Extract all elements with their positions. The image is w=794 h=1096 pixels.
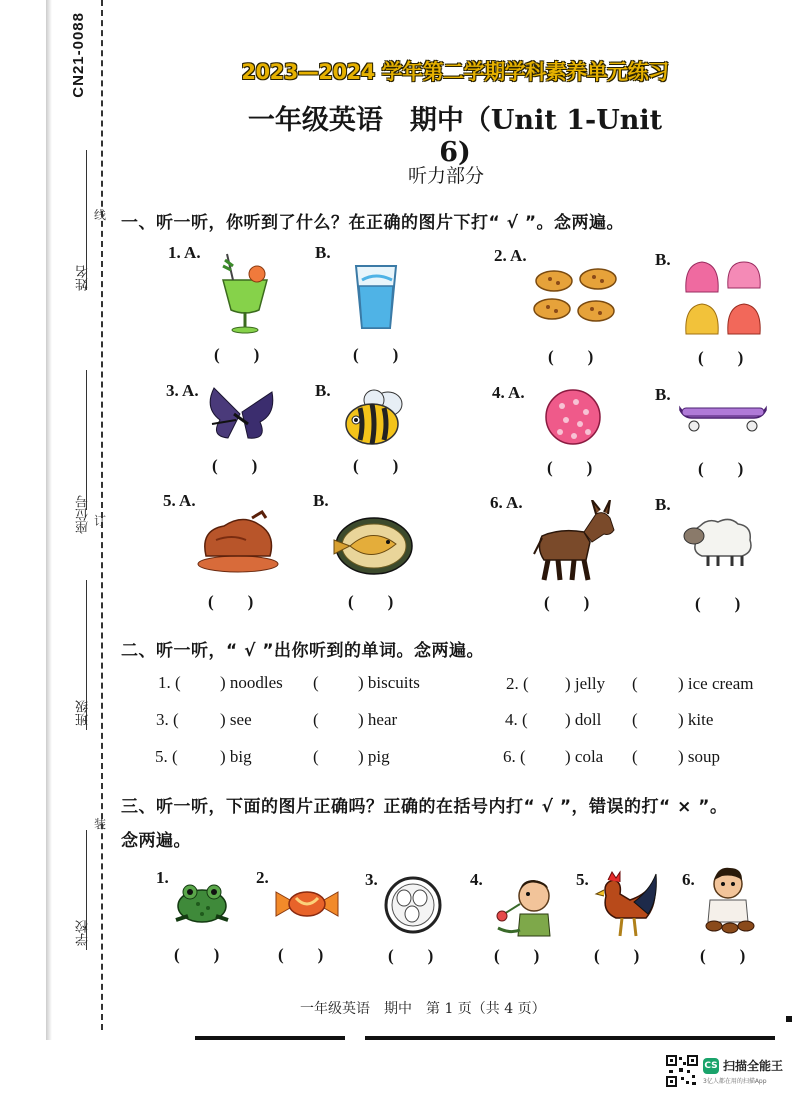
q1-label: 3. A.	[166, 381, 199, 400]
q1-label: 4. A.	[492, 383, 525, 402]
q2-bracket-open[interactable]: 4. (	[505, 710, 528, 729]
camscanner-tagline: 3亿人都在用的扫描App	[703, 1078, 767, 1085]
q2-word: ) noodles	[220, 673, 283, 692]
q1-label: 1. A.	[168, 243, 201, 262]
q2-word: ) jelly	[565, 674, 606, 693]
q2-bracket-open[interactable]: (	[313, 673, 319, 692]
q3-label: 5.	[576, 870, 589, 889]
frog-icon	[170, 880, 234, 928]
q2-bracket-open[interactable]: (	[632, 710, 638, 729]
q3-label: 6.	[682, 870, 695, 889]
answer-bracket[interactable]: ( )	[547, 458, 593, 477]
answer-bracket[interactable]: ( )	[348, 592, 394, 611]
name-label: 姓名	[76, 265, 91, 291]
q2-word: ) ice cream	[678, 674, 754, 693]
answer-bracket[interactable]: ( )	[695, 594, 741, 613]
q1-label: 5. A.	[163, 491, 196, 510]
q3-label: 4.	[470, 870, 483, 889]
q2-heading: 二、听一听，“ √ ”出你听到的单词。念两遍。	[121, 641, 485, 661]
answer-bracket[interactable]: ( )	[494, 946, 540, 965]
q3-heading-cont: 念两遍。	[121, 831, 191, 851]
roast-chicken-icon	[196, 510, 280, 574]
answer-bracket[interactable]: ( )	[353, 456, 399, 475]
water-glass-icon	[352, 260, 400, 332]
q1-label: B.	[655, 250, 671, 269]
juice-drink-icon	[215, 252, 275, 336]
answer-bracket[interactable]: ( )	[544, 593, 590, 612]
egg-tarts-icon	[532, 265, 620, 331]
seat-label: 座位号	[76, 495, 91, 534]
q1-label: 2. A.	[494, 246, 527, 265]
q2-word: ) cola	[565, 747, 604, 766]
q2-word: ) see	[220, 710, 252, 729]
answer-bracket[interactable]: ( )	[278, 945, 324, 964]
rooster-icon	[592, 870, 658, 940]
q1-label: B.	[313, 491, 329, 510]
q2-bracket-open[interactable]: (	[313, 710, 319, 729]
camscanner-logo: CS	[703, 1058, 719, 1074]
q1-label: B.	[315, 243, 331, 262]
q2-word: ) doll	[565, 710, 602, 729]
edge-char-staple: 装	[94, 817, 107, 831]
q2-word: ) big	[220, 747, 252, 766]
answer-bracket[interactable]: ( )	[548, 347, 594, 366]
q2-bracket-open[interactable]: 1. (	[158, 673, 181, 692]
boy-smelling-flower-icon	[490, 874, 554, 938]
eggs-bowl-icon	[384, 876, 442, 934]
q3-heading: 三、听一听，下面的图片正确吗？正确的在括号内打“ √ ”，错误的打“ × ”。	[121, 797, 728, 817]
q1-label: B.	[315, 381, 331, 400]
page-left-edge	[46, 0, 52, 1040]
section-title: 听力部分	[408, 165, 485, 187]
answer-bracket[interactable]: ( )	[594, 946, 640, 965]
q2-bracket-open[interactable]: 6. (	[503, 747, 526, 766]
class-label: 班级	[76, 700, 91, 726]
q2-bracket-open[interactable]: 3. (	[156, 710, 179, 729]
exam-title: 2023—2024 学年第二学期学科素养单元练习	[241, 60, 669, 84]
answer-bracket[interactable]: ( )	[698, 348, 744, 367]
q2-word: ) hear	[358, 710, 398, 729]
donkey-icon	[530, 500, 622, 584]
camscanner-name: 扫描全能王	[723, 1059, 784, 1073]
q2-bracket-open[interactable]: (	[632, 747, 638, 766]
paper-code: CN21-0088	[70, 12, 87, 98]
q2-bracket-open[interactable]: (	[313, 747, 319, 766]
edge-char-bind: 订	[94, 514, 107, 528]
answer-bracket[interactable]: ( )	[700, 946, 746, 965]
q2-word: ) biscuits	[358, 673, 420, 692]
candy-icon	[274, 884, 340, 924]
answer-bracket[interactable]: ( )	[208, 592, 254, 611]
q2-word: ) kite	[678, 710, 714, 729]
q1-label: B.	[655, 495, 671, 514]
qr-code-icon	[666, 1055, 698, 1087]
answer-bracket[interactable]: ( )	[698, 459, 744, 478]
answer-bracket[interactable]: ( )	[214, 345, 260, 364]
edge-char-line: 线	[94, 208, 107, 222]
answer-bracket[interactable]: ( )	[174, 945, 220, 964]
skateboard-icon	[678, 404, 768, 434]
q3-label: 1.	[156, 868, 169, 887]
butterfly-icon	[206, 384, 276, 446]
ball-icon	[544, 388, 602, 446]
answer-bracket[interactable]: ( )	[353, 345, 399, 364]
seat-field-line	[86, 370, 87, 510]
sheep-icon	[680, 516, 756, 568]
q1-label: B.	[655, 385, 671, 404]
q1-label: 6. A.	[490, 493, 523, 512]
q2-bracket-open[interactable]: (	[632, 674, 638, 693]
page-footer: 一年级英语 期中 第 1 页（共 4 页）	[300, 1001, 546, 1017]
jelly-icon	[682, 258, 766, 340]
scan-edge-bar	[365, 1036, 775, 1040]
boy-eating-icon	[700, 866, 756, 938]
q2-bracket-open[interactable]: 5. (	[155, 747, 178, 766]
school-label: 学校	[76, 920, 91, 946]
q2-word: ) soup	[678, 747, 721, 766]
answer-bracket[interactable]: ( )	[212, 456, 258, 475]
scan-mark	[786, 1016, 792, 1022]
q2-bracket-open[interactable]: 2. (	[506, 674, 529, 693]
scan-edge-bar	[195, 1036, 345, 1040]
q1-heading: 一、听一听，你听到了什么？在正确的图片下打“ √ ”。念两遍。	[121, 213, 625, 233]
q2-word: ) pig	[358, 747, 390, 766]
fish-plate-icon	[330, 510, 414, 576]
q3-label: 3.	[365, 870, 378, 889]
exam-subtitle: 一年级英语 期中（Unit 1-Unit 6)	[247, 105, 663, 168]
q3-label: 2.	[256, 868, 269, 887]
bee-icon	[342, 386, 408, 448]
answer-bracket[interactable]: ( )	[388, 946, 434, 965]
